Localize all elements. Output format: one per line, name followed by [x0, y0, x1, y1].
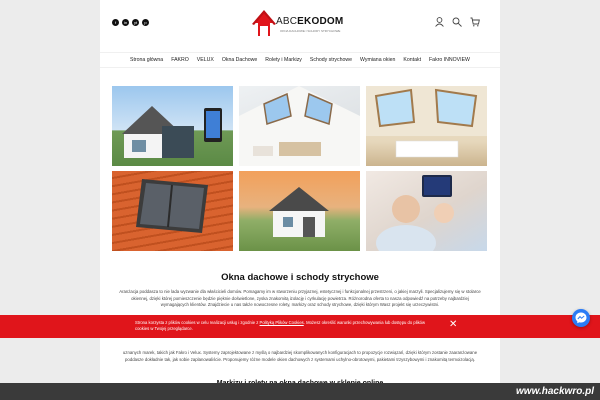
watermark-text: www.hackwro.pl — [516, 386, 594, 397]
nav-item-roof-windows[interactable]: Okna Dachowe — [221, 57, 258, 63]
watermark-bar — [0, 383, 600, 400]
messenger-chat-button[interactable] — [572, 309, 590, 327]
tile-roof-window-tiles[interactable] — [112, 171, 233, 251]
logo-house-icon — [252, 9, 276, 39]
tile-house-smart-control[interactable] — [112, 86, 233, 166]
nav-item-window-replacement[interactable]: Wymiana okien — [360, 57, 396, 63]
cookie-text-end: . Możesz określić warunki przechowywania lub dostępu do plików cookies w Twojej przeglądarce. — [135, 320, 426, 331]
cookie-message — [135, 320, 435, 332]
messenger-icon — [572, 309, 590, 327]
instagram-icon[interactable]: in — [123, 20, 128, 25]
logo-bold: EKODOM — [297, 16, 344, 27]
main-nav — [100, 52, 500, 68]
nav-item-innoview[interactable]: Fakro INNOVIEW — [429, 57, 470, 63]
site-header — [100, 0, 500, 48]
facebook-icon[interactable]: f — [112, 19, 119, 26]
site-logo[interactable] — [252, 8, 352, 40]
intro-paragraph: Aranżacja poddasza to nie lada wyzwanie dla właścicieli domów. Pomagamy im w stworzeniu przyjaznej, estetycznej i funkcjonalnej przestrzeni, o jakiej marzyli. Specjalizujemy się w stolarce okiennej, dzięki której pomieszczenie będzie pięknie doświetlone, zyska znakomitą izolację i cyrkulację powietrza. Różnorodna oferta to nasza odpowiedź na potrzeby najbardziej wymagających klientów. Znajdziecie u nas także nowoczesne rolety, markizy oraz schody strychowe, dzięki którym Wasz projekt się urzeczywistni. — [119, 289, 481, 308]
header-icons — [435, 17, 480, 30]
search-icon[interactable] — [452, 17, 462, 30]
social-links — [112, 19, 149, 26]
brands-paragraph: uznanych marek, takich jak Fakro i Velux. Systemy zaprojektowane z myślą o najbardziej skomplikowanych konfiguracjach to propozycje rozwiązań, dzięki którym zostanie zaaranżowane poddasze dokładnie tak, jak sobie zaplanowaliście. Proponujemy różne modele okien dachowych z systemami uchylno-obrotowymi, pakietami trzyszybowymi i znakomitą termoizolacją. — [122, 350, 478, 362]
nav-item-blinds[interactable]: Rolety i Markizy — [265, 57, 302, 63]
logo-prefix: ABC — [276, 16, 298, 27]
close-icon[interactable]: ✕ — [449, 319, 458, 330]
logo-tagline: OKNA DACHOWE I SCHODY STRYCHOWE — [280, 29, 341, 33]
page-title: Okna dachowe i schody strychowe — [221, 272, 379, 283]
nav-item-fakro[interactable]: FAKRO — [171, 57, 189, 63]
cart-icon[interactable] — [470, 17, 480, 30]
page-container — [100, 0, 500, 400]
logo-text — [276, 16, 343, 27]
cookie-text-start: Strona korzysta z plików cookies w celu realizacji usług i zgodnie z — [135, 320, 260, 325]
nav-item-velux[interactable]: VELUX — [196, 57, 214, 63]
tile-attic-bedroom[interactable] — [366, 86, 487, 166]
nav-item-contact[interactable]: Kontakt — [403, 57, 422, 63]
cookie-bar — [0, 315, 600, 338]
tile-attic-room[interactable] — [239, 86, 360, 166]
nav-item-home[interactable]: Strona główna — [130, 57, 164, 63]
pinterest-icon[interactable]: p — [142, 19, 149, 26]
cookie-policy-link[interactable]: Polityką Plików Cookies — [259, 320, 304, 325]
youtube-icon[interactable]: yt — [133, 20, 138, 25]
tile-house-sunset[interactable] — [239, 171, 360, 251]
tile-family-tablet[interactable] — [366, 171, 487, 251]
nav-item-attic-stairs[interactable]: Schody strychowe — [309, 57, 352, 63]
user-icon[interactable] — [435, 17, 444, 30]
product-gallery — [112, 86, 488, 251]
